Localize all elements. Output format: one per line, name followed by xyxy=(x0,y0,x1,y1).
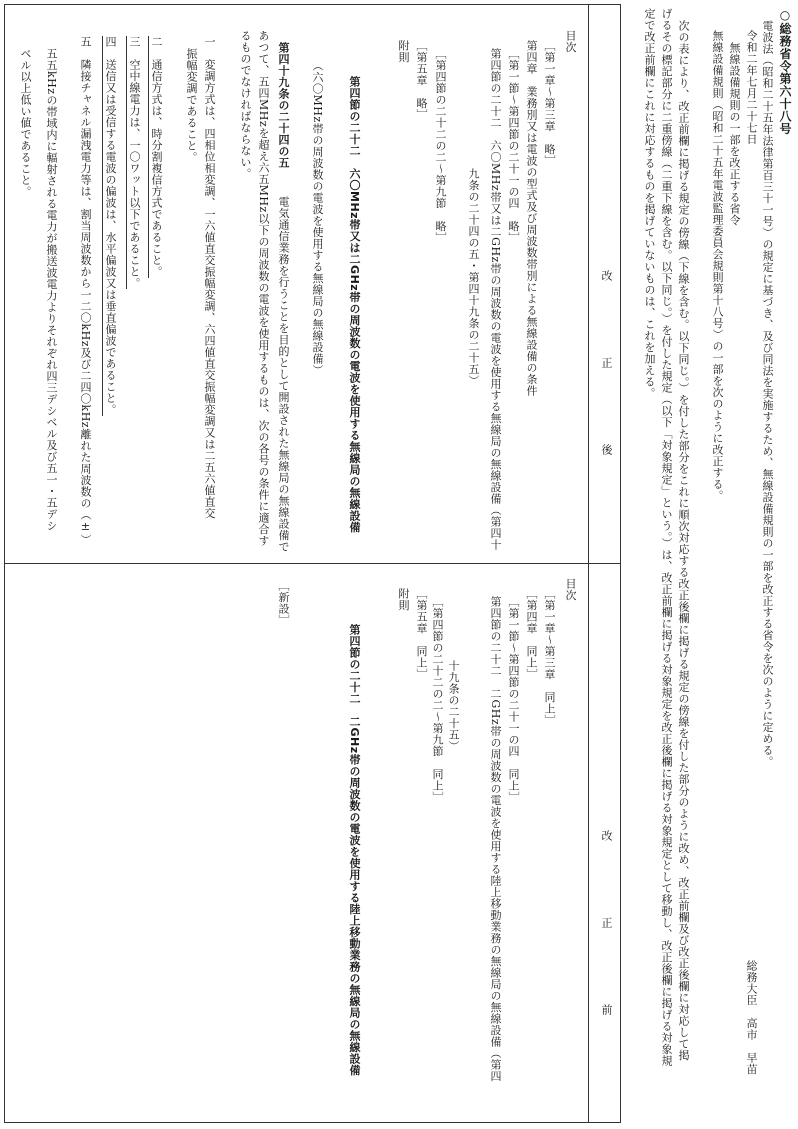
enactment-clause: 電波法（昭和二十五年法律第百三十一号）の規定に基づき、及び同法を実施するため、無線設備規則の一部を改正する省令を次のように定める。 xyxy=(761,20,774,768)
after-item-1a: 一 変調方式は、四相位相変調、一六値直交振幅変調、六四値直交振幅変調又は二五六値直交 xyxy=(203,36,216,519)
after-item-4: 四 送信又は受信する電波の偏波は、水平偏波又は垂直偏波であること。 xyxy=(104,36,117,416)
before-toc-4b: 十九条の二十五） xyxy=(447,660,460,752)
after-toc-3: ［第一節～第四節の二十一の四 略］ xyxy=(507,48,520,244)
before-toc-1: ［第一章～第三章 同上］ xyxy=(543,588,556,726)
before-toc-3: ［第一節～第四節の二十一の四 同上］ xyxy=(507,596,520,803)
after-item-3: 三 空中線電力は、一〇ワット以下であること。 xyxy=(128,36,141,289)
ordinance-title: ○総務省令第六十八号 xyxy=(778,8,792,135)
after-toc-1: ［第一章～第三章 略］ xyxy=(543,40,556,167)
before-toc-6: ［第五章 同上］ xyxy=(415,588,428,680)
date: 令和二年七月二十七日 xyxy=(745,30,758,145)
before-section-title: 第四節の二十二 二GHz帯の周波数の電波を使用する陸上移動業務の無線局の無線設備 xyxy=(348,624,361,1076)
table-bottom-border xyxy=(4,1122,620,1123)
after-article-number: 第四十九条の二十四の五 xyxy=(277,42,290,169)
before-new-label: ［新設］ xyxy=(277,580,290,626)
amending-title: 無線設備規則の一部を改正する省令 xyxy=(728,42,741,226)
instruction-line-3: 定で改正前欄にこれに対応するものを掲げていないものは、これを加える。 xyxy=(643,8,656,399)
instruction-line-2: げるその標記部分に二重傍線（二重下線を含む。以下同じ。）を付した規定（以下「対象規定」という。）は、改正前欄に掲げる対象規定を改正後欄に掲げる対象規定として移動し、改正後欄に掲げる対象規 xyxy=(660,8,673,1067)
after-article-text-3: るものでなければならない。 xyxy=(239,30,252,180)
after-item-2: 二 通信方式は、時分割複信方式であること。 xyxy=(150,36,163,278)
table-header-divider xyxy=(588,4,589,1123)
header-after: 改 正 後 xyxy=(600,270,613,473)
table-top-border xyxy=(4,4,620,5)
after-section-title: 第四節の二十二 六〇MHz帯又は二GHz帯の周波数の電波を使用する無線局の無線設備 xyxy=(348,76,361,533)
before-suppl-label: 附則 xyxy=(397,588,410,611)
after-toc-6: ［第五章 略］ xyxy=(415,40,428,121)
after-toc-4a: 第四節の二十二 六〇MHz帯又は二GHz帯の周波数の電波を使用する無線局の無線設備（第四十 xyxy=(489,48,502,551)
before-toc-5: ［第四節の二十二の二～第九節 同上］ xyxy=(431,596,444,803)
after-toc-2: 第四章 業務別又は電波の型式及び周波数帯別による無線設備の条件 xyxy=(525,40,538,397)
before-toc-2: ［第四章 同上］ xyxy=(525,588,538,680)
before-toc-4a: 第四節の二十二 二GHz帯の周波数の電波を使用する陸上移動業務の無線局の無線設備（第四 xyxy=(489,596,502,1082)
after-toc-label: 目次 xyxy=(564,30,577,53)
after-suppl-label: 附則 xyxy=(397,40,410,63)
after-article-text-1: 電気通信業務を行うことを目的として開設された無線局の無線設備で xyxy=(277,196,290,553)
table-right-border xyxy=(620,4,621,1123)
instruction-line-1: 次の表により、改正前欄に掲げる規定の傍線（下線を含む。以下同じ。）を付した部分をこれに順次対応する改正後欄に掲げる規定の傍線を付した部分のように改め、改正前欄及び改正後欄に対応して掲 xyxy=(677,20,690,1061)
after-section-sub: （六〇MHz帯の周波数の電波を使用する無線局の無線設備） xyxy=(311,60,324,376)
after-item-5b: 五五kHzの帯域内に輻射される電力が搬送波電力よりそれぞれ四三デシベル及び五一・五デシ xyxy=(45,48,58,532)
after-item-5a: 五 隣接チャネル漏洩電力等は、割当周波数から一二〇kHz及び二四〇kHz離れた周波数の（±） xyxy=(79,36,92,546)
after-toc-4b: 九条の二十四の五・第四十九条の二十五） xyxy=(467,168,480,387)
header-before: 改 正 前 xyxy=(600,830,613,1033)
after-item-5c: ベル以上低い値であること。 xyxy=(19,48,32,198)
after-toc-5: ［第四節の二十二の二～第九節 略］ xyxy=(434,48,447,244)
before-toc-label: 目次 xyxy=(564,578,577,601)
amending-intro: 無線設備規則（昭和二十五年電波監理委員会規則第十八号）の一部を次のように改正する。 xyxy=(711,30,724,502)
minister: 総務大臣 高市 早苗 xyxy=(745,960,758,1075)
table-middle-divider xyxy=(4,563,620,564)
after-item-1b: 振幅変調であること。 xyxy=(185,48,198,163)
after-article-text-2: あつて、五四MHzを超え六五MHz以下の周波数の電波を使用するものは、次の各号の条件に適合す xyxy=(257,30,270,547)
